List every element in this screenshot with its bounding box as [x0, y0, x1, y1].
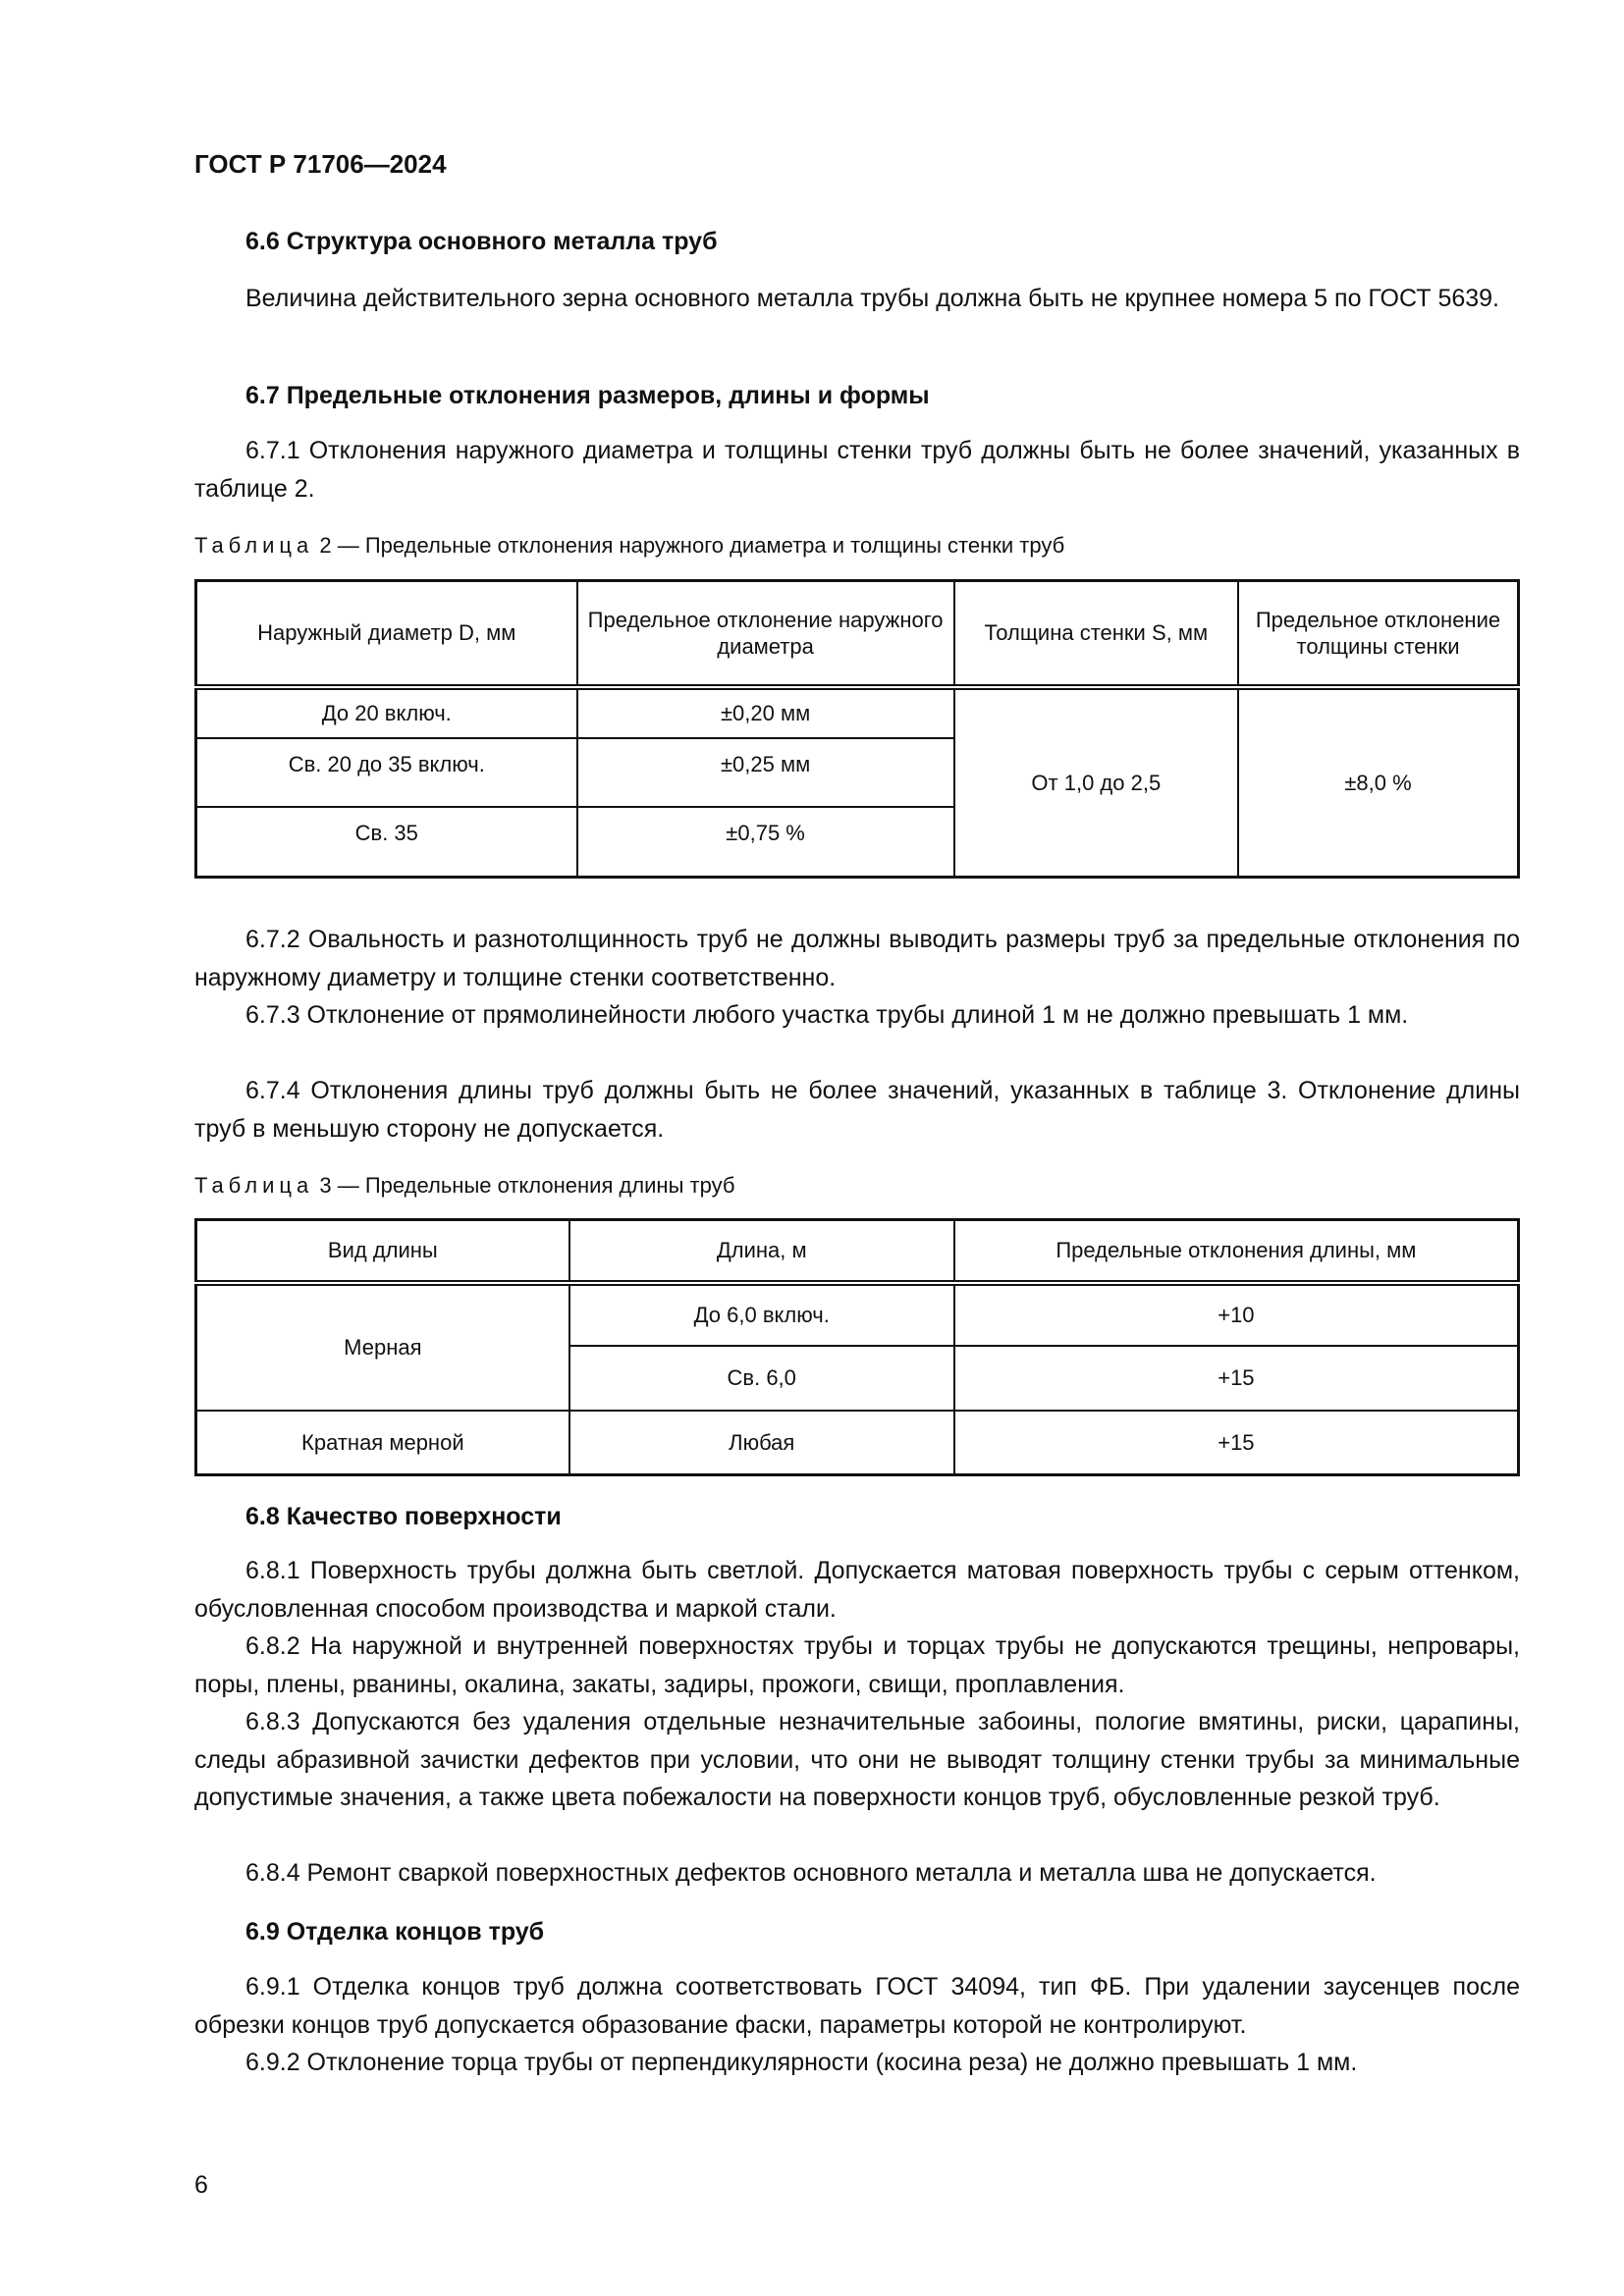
paragraph: 6.9.1 Отделка концов труб должна соответствовать ГОСТ 34094, тип ФБ. При удалении заусенцев после обрезки концов труб допускается образование фаски, параметры которой не контролируют. — [194, 1973, 1520, 2039]
table-cell: До 20 включ. — [196, 687, 577, 738]
table-row — [196, 1283, 1519, 1346]
caption-word: Таблица — [194, 1173, 314, 1198]
table-header-cell: Предельные отклонения длины, мм — [954, 1220, 1519, 1283]
caption-word: Таблица — [194, 533, 314, 558]
paragraph: 6.7.1 Отклонения наружного диаметра и толщины стенки труб должны быть не более значений, указанных в таблице 2. — [194, 437, 1520, 503]
table-cell: Св. 35 — [196, 807, 577, 878]
table-header-cell: Вид длины — [196, 1220, 569, 1283]
table-row — [196, 1411, 1519, 1475]
table-3-caption — [194, 1173, 1520, 1199]
table-header-cell: Длина, м — [569, 1220, 954, 1283]
table-cell: От 1,0 до 2,5 — [954, 687, 1238, 878]
table-cell: ±0,25 мм — [577, 738, 954, 807]
table-cell: Св. 20 до 35 включ. — [196, 738, 577, 807]
table-cell: ±0,20 мм — [577, 687, 954, 738]
section-6-8-heading: 6.8 Качество поверхности — [245, 1503, 562, 1530]
caption-text: 2 — Предельные отклонения наружного диаметра и толщины стенки труб — [319, 533, 1065, 558]
paragraph: 6.8.4 Ремонт сваркой поверхностных дефектов основного металла и металла шва не допускается. — [245, 1859, 1377, 1887]
table-cell: +15 — [954, 1411, 1519, 1475]
paragraph: 6.8.3 Допускаются без удаления отдельные незначительные забоины, пологие вмятины, риски, царапины, следы абразивной зачистки дефектов при условии, что они не выводят толщину стенки трубы за минимальные допустимые значения, а также цвета побежалости на поверхности концов труб, обусловленные резкой труб. — [194, 1708, 1520, 1811]
table-header-cell: Предельное отклонение толщины стенки — [1238, 581, 1519, 687]
table-header-cell: Наружный диаметр D, мм — [196, 581, 577, 687]
table-cell: Мерная — [196, 1283, 569, 1411]
table-cell: ±8,0 % — [1238, 687, 1519, 878]
section-6-6-heading: 6.6 Структура основного металла труб — [245, 228, 718, 255]
paragraph: 6.9.2 Отклонение торца трубы от перпендикулярности (косина реза) не должно превышать 1 мм. — [245, 2049, 1358, 2076]
table-2 — [194, 579, 1520, 879]
table-cell: +15 — [954, 1346, 1519, 1411]
table-3 — [194, 1218, 1520, 1476]
table-cell: До 6,0 включ. — [569, 1283, 954, 1346]
table-2-caption — [194, 533, 1520, 559]
section-6-9-heading: 6.9 Отделка концов труб — [245, 1918, 545, 1946]
paragraph: 6.7.2 Овальность и разнотолщинность труб не должны выводить размеры труб за предельные отклонения по наружному диаметру и толщине стенки соответственно. — [194, 926, 1520, 991]
table-cell: Св. 6,0 — [569, 1346, 954, 1411]
table-header-cell: Толщина стенки S, мм — [954, 581, 1238, 687]
table-cell: ±0,75 % — [577, 807, 954, 878]
table-row — [196, 687, 1519, 738]
paragraph: Величина действительного зерна основного металла трубы должна быть не крупнее номера 5 по ГОСТ 5639. — [245, 285, 1500, 312]
table-cell: Кратная мерной — [196, 1411, 569, 1475]
table-cell: Любая — [569, 1411, 954, 1475]
paragraph: 6.7.4 Отклонения длины труб должны быть не более значений, указанных в таблице 3. Отклонение длины труб в меньшую сторону не допускается. — [194, 1077, 1520, 1143]
table-header-cell: Предельное отклонение наружного диаметра — [577, 581, 954, 687]
section-6-7-heading: 6.7 Предельные отклонения размеров, длины и формы — [245, 382, 930, 409]
page-number: 6 — [194, 2171, 208, 2199]
table-cell: +10 — [954, 1283, 1519, 1346]
paragraph: 6.7.3 Отклонение от прямолинейности любого участка трубы длиной 1 м не должно превышать 1 мм. — [245, 1001, 1409, 1029]
document-id: ГОСТ Р 71706—2024 — [194, 149, 447, 179]
paragraph: 6.8.2 На наружной и внутренней поверхностях трубы и торцах трубы не допускаются трещины, непровары, поры, плены, рванины, окалина, закаты, задиры, прожоги, свищи, проплавления. — [194, 1632, 1520, 1698]
paragraph: 6.8.1 Поверхность трубы должна быть светлой. Допускается матовая поверхность трубы с серым оттенком, обусловленная способом производства и маркой стали. — [194, 1557, 1520, 1623]
caption-text: 3 — Предельные отклонения длины труб — [319, 1173, 735, 1198]
